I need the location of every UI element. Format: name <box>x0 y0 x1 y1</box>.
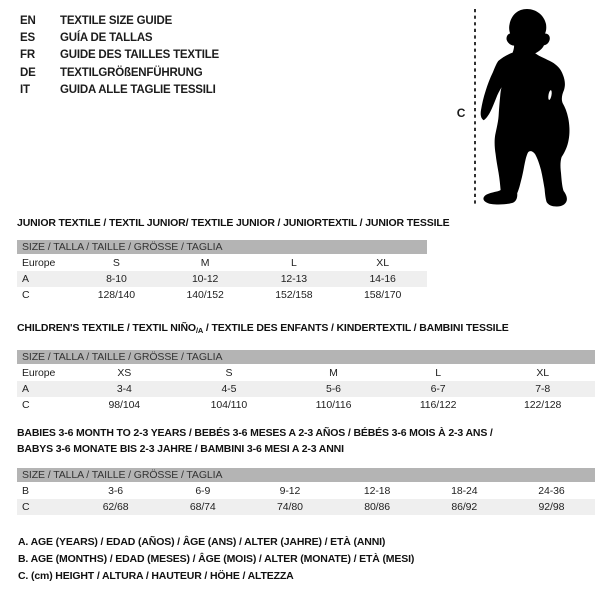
size-cell: XL <box>536 367 549 379</box>
height-cell: 62/68 <box>102 501 129 513</box>
children-size-table <box>17 322 595 413</box>
title-line-1: BABIES 3-6 MONTH TO 2-3 YEARS / BEBÉS 3-6 MESES A 2-3 AÑOS / BÉBÉS 3-6 MOIS À 2-3 ANS / <box>17 427 493 439</box>
lang-row-es <box>20 30 219 47</box>
language-title-list <box>20 13 219 99</box>
age-cell: 12-13 <box>280 273 308 285</box>
lang-title: TEXTILE SIZE GUIDE <box>60 15 173 27</box>
height-cell: 122/128 <box>524 399 562 411</box>
lang-title: GUIDE DES TAILLES TEXTILE <box>60 49 219 62</box>
lang-row-it <box>20 82 219 99</box>
table-row-age <box>17 271 427 287</box>
children-table-title <box>17 322 595 337</box>
height-cell: 80/86 <box>364 501 390 513</box>
legend-note-b: B. AGE (MONTHS) / EDAD (MESES) / ÂGE (MOIS) / ALTER (MONATE) / ETÀ (MESI) <box>18 553 415 566</box>
height-cell: 68/74 <box>189 501 216 513</box>
height-cell: 152/158 <box>275 289 313 301</box>
size-cell: XS <box>117 367 132 379</box>
row-label: Europe <box>22 367 56 379</box>
table-row-height <box>17 499 595 515</box>
height-cell: 116/122 <box>419 399 457 411</box>
height-cell: 98/104 <box>108 399 141 411</box>
age-cell: 5-6 <box>326 383 341 395</box>
height-cell: 110/116 <box>315 399 352 411</box>
lang-title: TEXTILGRÖßENFÜHRUNG <box>60 66 203 79</box>
row-label: A <box>22 273 29 285</box>
row-label: C <box>22 501 30 513</box>
height-cell: 92/98 <box>538 501 565 513</box>
row-label: Europe <box>22 257 56 269</box>
row-label: A <box>22 383 29 395</box>
row-label: C <box>22 289 30 301</box>
babies-table-title <box>17 426 595 457</box>
legend-note-c: C. (cm) HEIGHT / ALTURA / HAUTEUR / HÖHE / ALTEZZA <box>18 570 294 583</box>
height-cell: 104/110 <box>210 399 248 411</box>
size-cell: M <box>329 367 338 379</box>
junior-table-title: JUNIOR TEXTILE / TEXTIL JUNIOR/ TEXTILE JUNIOR / JUNIORTEXTIL / JUNIOR TESSILE <box>17 217 450 229</box>
months-cell: 12-18 <box>363 485 391 497</box>
months-cell: 18-24 <box>451 485 478 497</box>
lang-code: IT <box>20 83 30 96</box>
table-row-europe <box>17 255 427 271</box>
height-cell: 140/152 <box>186 289 224 301</box>
height-cell: 74/80 <box>277 501 303 513</box>
months-cell: 6-9 <box>195 485 211 497</box>
size-cell: S <box>112 257 120 269</box>
age-cell: 14-16 <box>369 273 396 285</box>
size-header-bar: SIZE / TALLA / TAILLE / GRÖSSE / TAGLIA <box>17 468 595 482</box>
lang-code: ES <box>20 32 35 45</box>
babies-size-table <box>17 426 595 515</box>
lang-row-de <box>20 65 219 82</box>
table-row-height <box>17 397 595 413</box>
height-label-c: C <box>456 106 466 120</box>
age-cell: 10-12 <box>191 273 219 285</box>
size-cell: XL <box>376 257 389 269</box>
lang-code: EN <box>20 15 36 27</box>
title-prefix: CHILDREN'S TEXTILE / TEXTIL NIÑO <box>17 322 196 334</box>
title-subscript: /A <box>195 326 204 335</box>
age-cell: 4-5 <box>221 383 237 395</box>
baby-silhouette-icon <box>481 9 570 207</box>
size-header-bar: SIZE / TALLA / TAILLE / GRÖSSE / TAGLIA <box>17 240 427 254</box>
height-cell: 158/170 <box>363 289 402 301</box>
size-header-bar: SIZE / TALLA / TAILLE / GRÖSSE / TAGLIA <box>17 350 595 364</box>
lang-title: GUIDA ALLE TAGLIE TESSILI <box>60 83 216 96</box>
junior-size-table <box>17 217 450 303</box>
title-suffix: / TEXTILE DES ENFANTS / KINDERTEXTIL / BAMBINI TESSILE <box>203 322 509 334</box>
table-row-height <box>17 287 427 303</box>
months-cell: 24-36 <box>538 485 565 497</box>
months-cell: 9-12 <box>279 485 301 497</box>
size-cell: L <box>291 257 297 269</box>
row-label: B <box>22 485 29 497</box>
table-row-months <box>17 483 595 499</box>
size-cell: M <box>200 257 210 269</box>
lang-row-fr <box>20 47 219 64</box>
age-cell: 3-4 <box>116 383 132 395</box>
months-cell: 3-6 <box>108 485 124 497</box>
legend-notes <box>18 534 414 586</box>
age-cell: 7-8 <box>535 383 551 395</box>
toddler-silhouette-figure <box>455 5 600 215</box>
row-label: C <box>22 399 30 411</box>
height-cell: 86/92 <box>451 501 478 513</box>
lang-code: DE <box>20 66 36 79</box>
size-cell: L <box>435 367 441 379</box>
lang-row-en <box>20 13 219 30</box>
table-row-age <box>17 381 595 397</box>
height-cell: 128/140 <box>97 289 135 301</box>
size-cell: S <box>225 367 233 379</box>
title-line-2: BABYS 3-6 MONATE BIS 2-3 JAHRE / BAMBINI 3-6 MESI A 2-3 ANNI <box>17 442 344 455</box>
legend-note-a: A. AGE (YEARS) / EDAD (AÑOS) / ÂGE (ANS) / ALTER (JAHRE) / ETÀ (ANNI) <box>18 536 386 548</box>
lang-code: FR <box>20 49 35 62</box>
age-cell: 8-10 <box>106 273 127 285</box>
table-row-europe <box>17 365 595 381</box>
lang-title: GUÍA DE TALLAS <box>60 32 153 45</box>
age-cell: 6-7 <box>430 383 446 395</box>
